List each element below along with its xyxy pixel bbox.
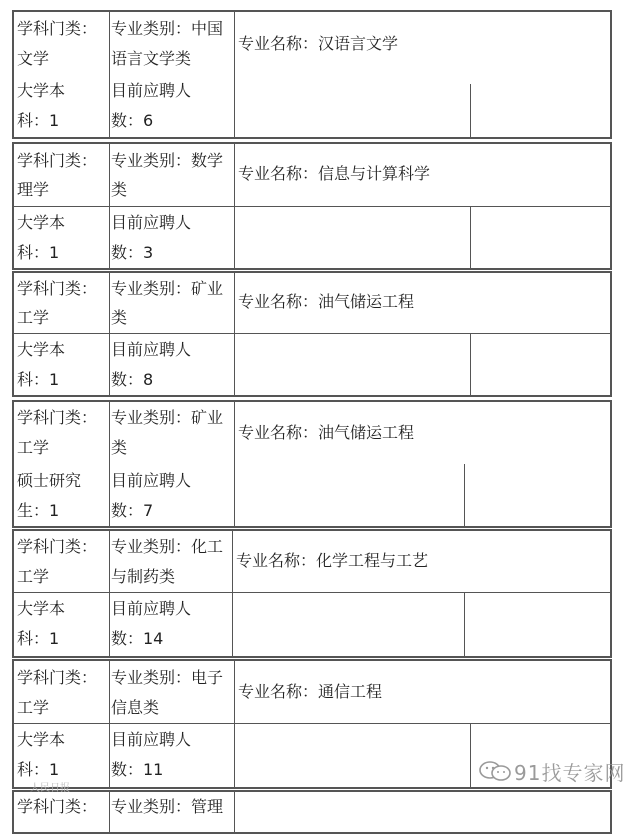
degree-label: 大学本 xyxy=(17,213,66,232)
applicants-label: 目前应聘人 xyxy=(111,730,192,749)
major-type-value: 与制药类 xyxy=(111,567,176,586)
category-value: 文学 xyxy=(17,49,50,68)
major-type-label: 专业类别：电子 xyxy=(111,668,224,687)
degree-value: 科：1 xyxy=(17,370,60,389)
wechat-icon xyxy=(478,760,512,782)
applicants-label: 目前应聘人 xyxy=(111,599,192,618)
degree-value: 生：1 xyxy=(17,501,60,520)
major-name: 专业名称：油气储运工程 xyxy=(238,423,415,442)
applicants-value: 数：7 xyxy=(111,501,154,520)
table-row xyxy=(12,271,612,397)
applicants-value: 数：11 xyxy=(111,760,164,779)
degree-value: 科：1 xyxy=(17,760,60,779)
category-label: 学科门类： xyxy=(17,408,98,427)
category-label: 学科门类： xyxy=(17,668,98,687)
major-name: 专业名称：油气储运工程 xyxy=(238,292,415,311)
major-type-value: 信息类 xyxy=(111,698,160,717)
major-name: 专业名称：信息与计算科学 xyxy=(238,164,431,183)
degree-label: 大学本 xyxy=(17,340,66,359)
applicants-label: 目前应聘人 xyxy=(111,81,192,100)
degree-value: 科：1 xyxy=(17,629,60,648)
degree-value: 科：1 xyxy=(17,243,60,262)
table-row xyxy=(12,529,612,658)
major-name: 专业名称：化学工程与工艺 xyxy=(236,551,429,570)
applicants-label: 目前应聘人 xyxy=(111,340,192,359)
category-value: 工学 xyxy=(17,438,50,457)
applicants-value: 数：3 xyxy=(111,243,154,262)
applicants-value: 数：6 xyxy=(111,111,154,130)
table-row xyxy=(12,400,612,528)
category-label: 学科门类： xyxy=(17,537,98,556)
major-type-value: 语言文学类 xyxy=(111,49,192,68)
degree-value: 科：1 xyxy=(17,111,60,130)
category-label: 学科门类： xyxy=(17,797,98,816)
major-type-value: 类 xyxy=(111,180,128,199)
applicants-value: 数：8 xyxy=(111,370,154,389)
degree-label: 大学本 xyxy=(17,81,66,100)
major-name: 专业名称：汉语言文学 xyxy=(238,34,399,53)
major-type-label: 专业类别：管理 xyxy=(111,797,224,816)
degree-label: 硕士研究 xyxy=(17,471,82,490)
major-type-label: 专业类别：数学 xyxy=(111,151,224,170)
applicants-label: 目前应聘人 xyxy=(111,471,192,490)
category-label: 学科门类： xyxy=(17,151,98,170)
category-value: 理学 xyxy=(17,180,50,199)
table-row xyxy=(12,142,612,270)
major-type-label: 专业类别：矿业 xyxy=(111,408,224,427)
applicants-label: 目前应聘人 xyxy=(111,213,192,232)
table-row xyxy=(12,10,612,139)
major-type-label: 专业类别：化工 xyxy=(111,537,224,556)
degree-label: 大学本 xyxy=(17,730,66,749)
category-label: 学科门类： xyxy=(17,279,98,298)
watermark-small: 人民日报 xyxy=(30,783,70,794)
watermark-brand: 91找专家网 xyxy=(514,761,626,785)
degree-label: 大学本 xyxy=(17,599,66,618)
applicants-value: 数：14 xyxy=(111,629,164,648)
category-value: 工学 xyxy=(17,308,50,327)
category-value: 工学 xyxy=(17,567,50,586)
category-label: 学科门类： xyxy=(17,19,98,38)
table-row xyxy=(12,790,612,834)
category-value: 工学 xyxy=(17,698,50,717)
major-type-label: 专业类别：中国 xyxy=(111,19,224,38)
major-type-value: 类 xyxy=(111,308,128,327)
major-type-value: 类 xyxy=(111,438,128,457)
major-type-label: 专业类别：矿业 xyxy=(111,279,224,298)
major-name: 专业名称：通信工程 xyxy=(238,682,383,701)
